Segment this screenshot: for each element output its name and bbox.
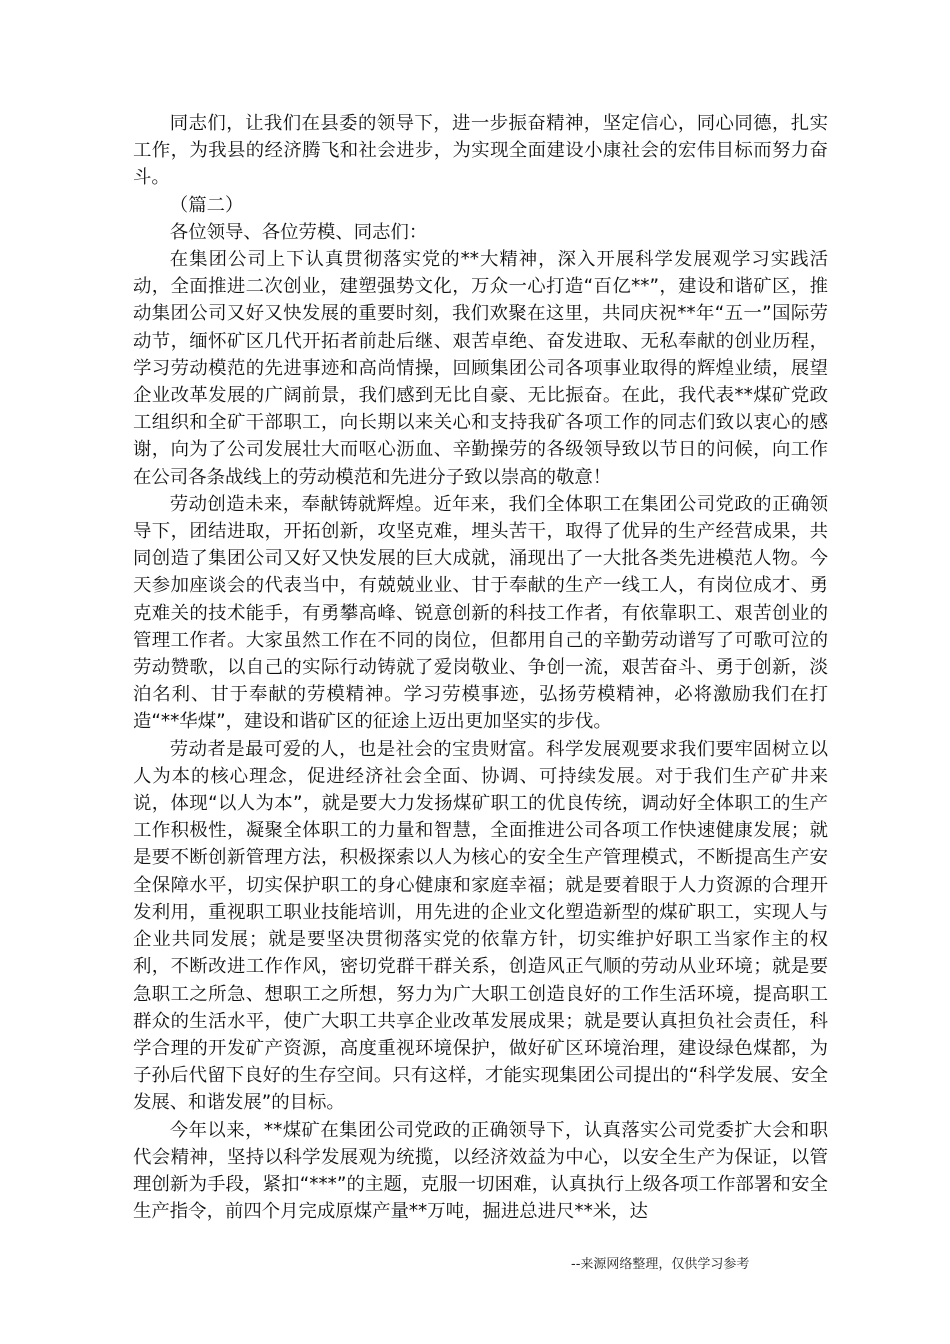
paragraph-labor: 劳动创造未来，奉献铸就辉煌。近年来，我们全体职工在集团公司党政的正确领导下，团结进取，开拓创新，攻坚克难，埋头苦干，取得了优异的生产经营成果，共同创造了集团公司又好又快发展的巨大成就，涌现出了一大批各类先进模范人物。今天参加座谈会的代表当中，有兢兢业业、甘于奉献的生产一线工人，有岗位成才、勇克难关的技术能手，有勇攀高峰、锐意创新的科技工作者，有依靠职工、艰苦创业的管理工作者。大家虽然工作在不同的岗位，但都用自己的辛勤劳动谱写了可歌可泣的劳动赞歌，以自己的实际行动铸就了爱岗敬业、争创一流，艰苦奋斗、勇于创新，淡泊名利、甘于奉献的劳模精神。学习劳模事迹，弘扬劳模精神，必将激励我们在打造“**华煤”，建设和谐矿区的征途上迈出更加坚实的步伐。 [133,493,828,733]
paragraph-opening: 在集团公司上下认真贯彻落实党的**大精神，深入开展科学发展观学习实践活动，全面推进二次创业，建塑强势文化，万众一心打造“百亿**”，建设和谐矿区，推动集团公司又好又快发展的重要时刻，我们欢聚在这里，共同庆祝**年“五一”国际劳动节，缅怀矿区几代开拓者前赴后继、艰苦卓绝、奋发进取、无私奉献的创业历程，学习劳动模范的先进事迹和高尚情操，回顾集团公司各项事业取得的辉煌业绩，展望企业改革发展的广阔前景，我们感到无比自豪、无比振奋。在此，我代表**煤矿党政工组织和全矿干部职工，向长期以来关心和支持我矿各项工作的同志们致以衷心的感谢，向为了公司发展壮大而呕心沥血、辛勤操劳的各级领导致以节日的问候，向工作在公司各条战线上的劳动模范和先进分子致以崇高的敬意！ [133,249,828,488]
paragraph-people-oriented: 劳动者是最可爱的人，也是社会的宝贵财富。科学发展观要求我们要牢固树立以人为本的核心理念，促进经济社会全面、协调、可持续发展。对于我们生产矿井来说，体现“以人为本”，就是要大力发扬煤矿职工的优良传统，调动好全体职工的生产工作积极性，凝聚全体职工的力量和智慧，全面推进公司各项工作快速健康发展；就是要不断创新管理方法，积极探索以人为核心的安全生产管理模式，不断提高生产安全保障水平，切实保护职工的身心健康和家庭幸福；就是要着眼于人力资源的合理开发利用，重视职工职业技能培训，用先进的企业文化塑造新型的煤矿职工，实现人与企业共同发展；就是要坚决贯彻落实党的依靠方针，切实维护好职工当家作主的权利，不断改进工作作风，密切党群干群关系，创造风正气顺的劳动从业环境；就是要急职工之所急、想职工之所想，努力为广大职工创造良好的工作生活环境，提高职工群众的生活水平，使广大职工共享企业改革发展成果；就是要认真担负社会责任，科学合理的开发矿产资源，高度重视环境保护，做好矿区环境治理，建设绿色煤都，为子孙后代留下良好的生存空间。只有这样，才能实现集团公司提出的“科学发展、安全发展、和谐发展”的目标。 [133,738,828,1114]
section-heading: （篇二） [169,194,244,216]
page-footer-note: --来源网络整理，仅供学习参考 [571,1257,750,1272]
document-body [133,110,828,1225]
paragraph-this-year: 今年以来，**煤矿在集团公司党政的正确领导下，认真落实公司党委扩大会和职代会精神，坚持以科学发展观为统揽，以经济效益为中心，以安全生产为保证，以管理创新为手段，紧扣“***”的主题，克服一切困难，认真执行上级各项工作部署和安全生产指令，前四个月完成原煤产量**万吨，掘进总进尺**米，达 [133,1119,828,1223]
salutation: 各位领导、各位劳模、同志们： [169,221,428,243]
paragraph-closing: 同志们，让我们在县委的领导下，进一步振奋精神，坚定信心，同心同德，扎实工作，为我县的经济腾飞和社会进步，为实现全面建设小康社会的宏伟目标而努力奋斗。 [133,113,828,189]
